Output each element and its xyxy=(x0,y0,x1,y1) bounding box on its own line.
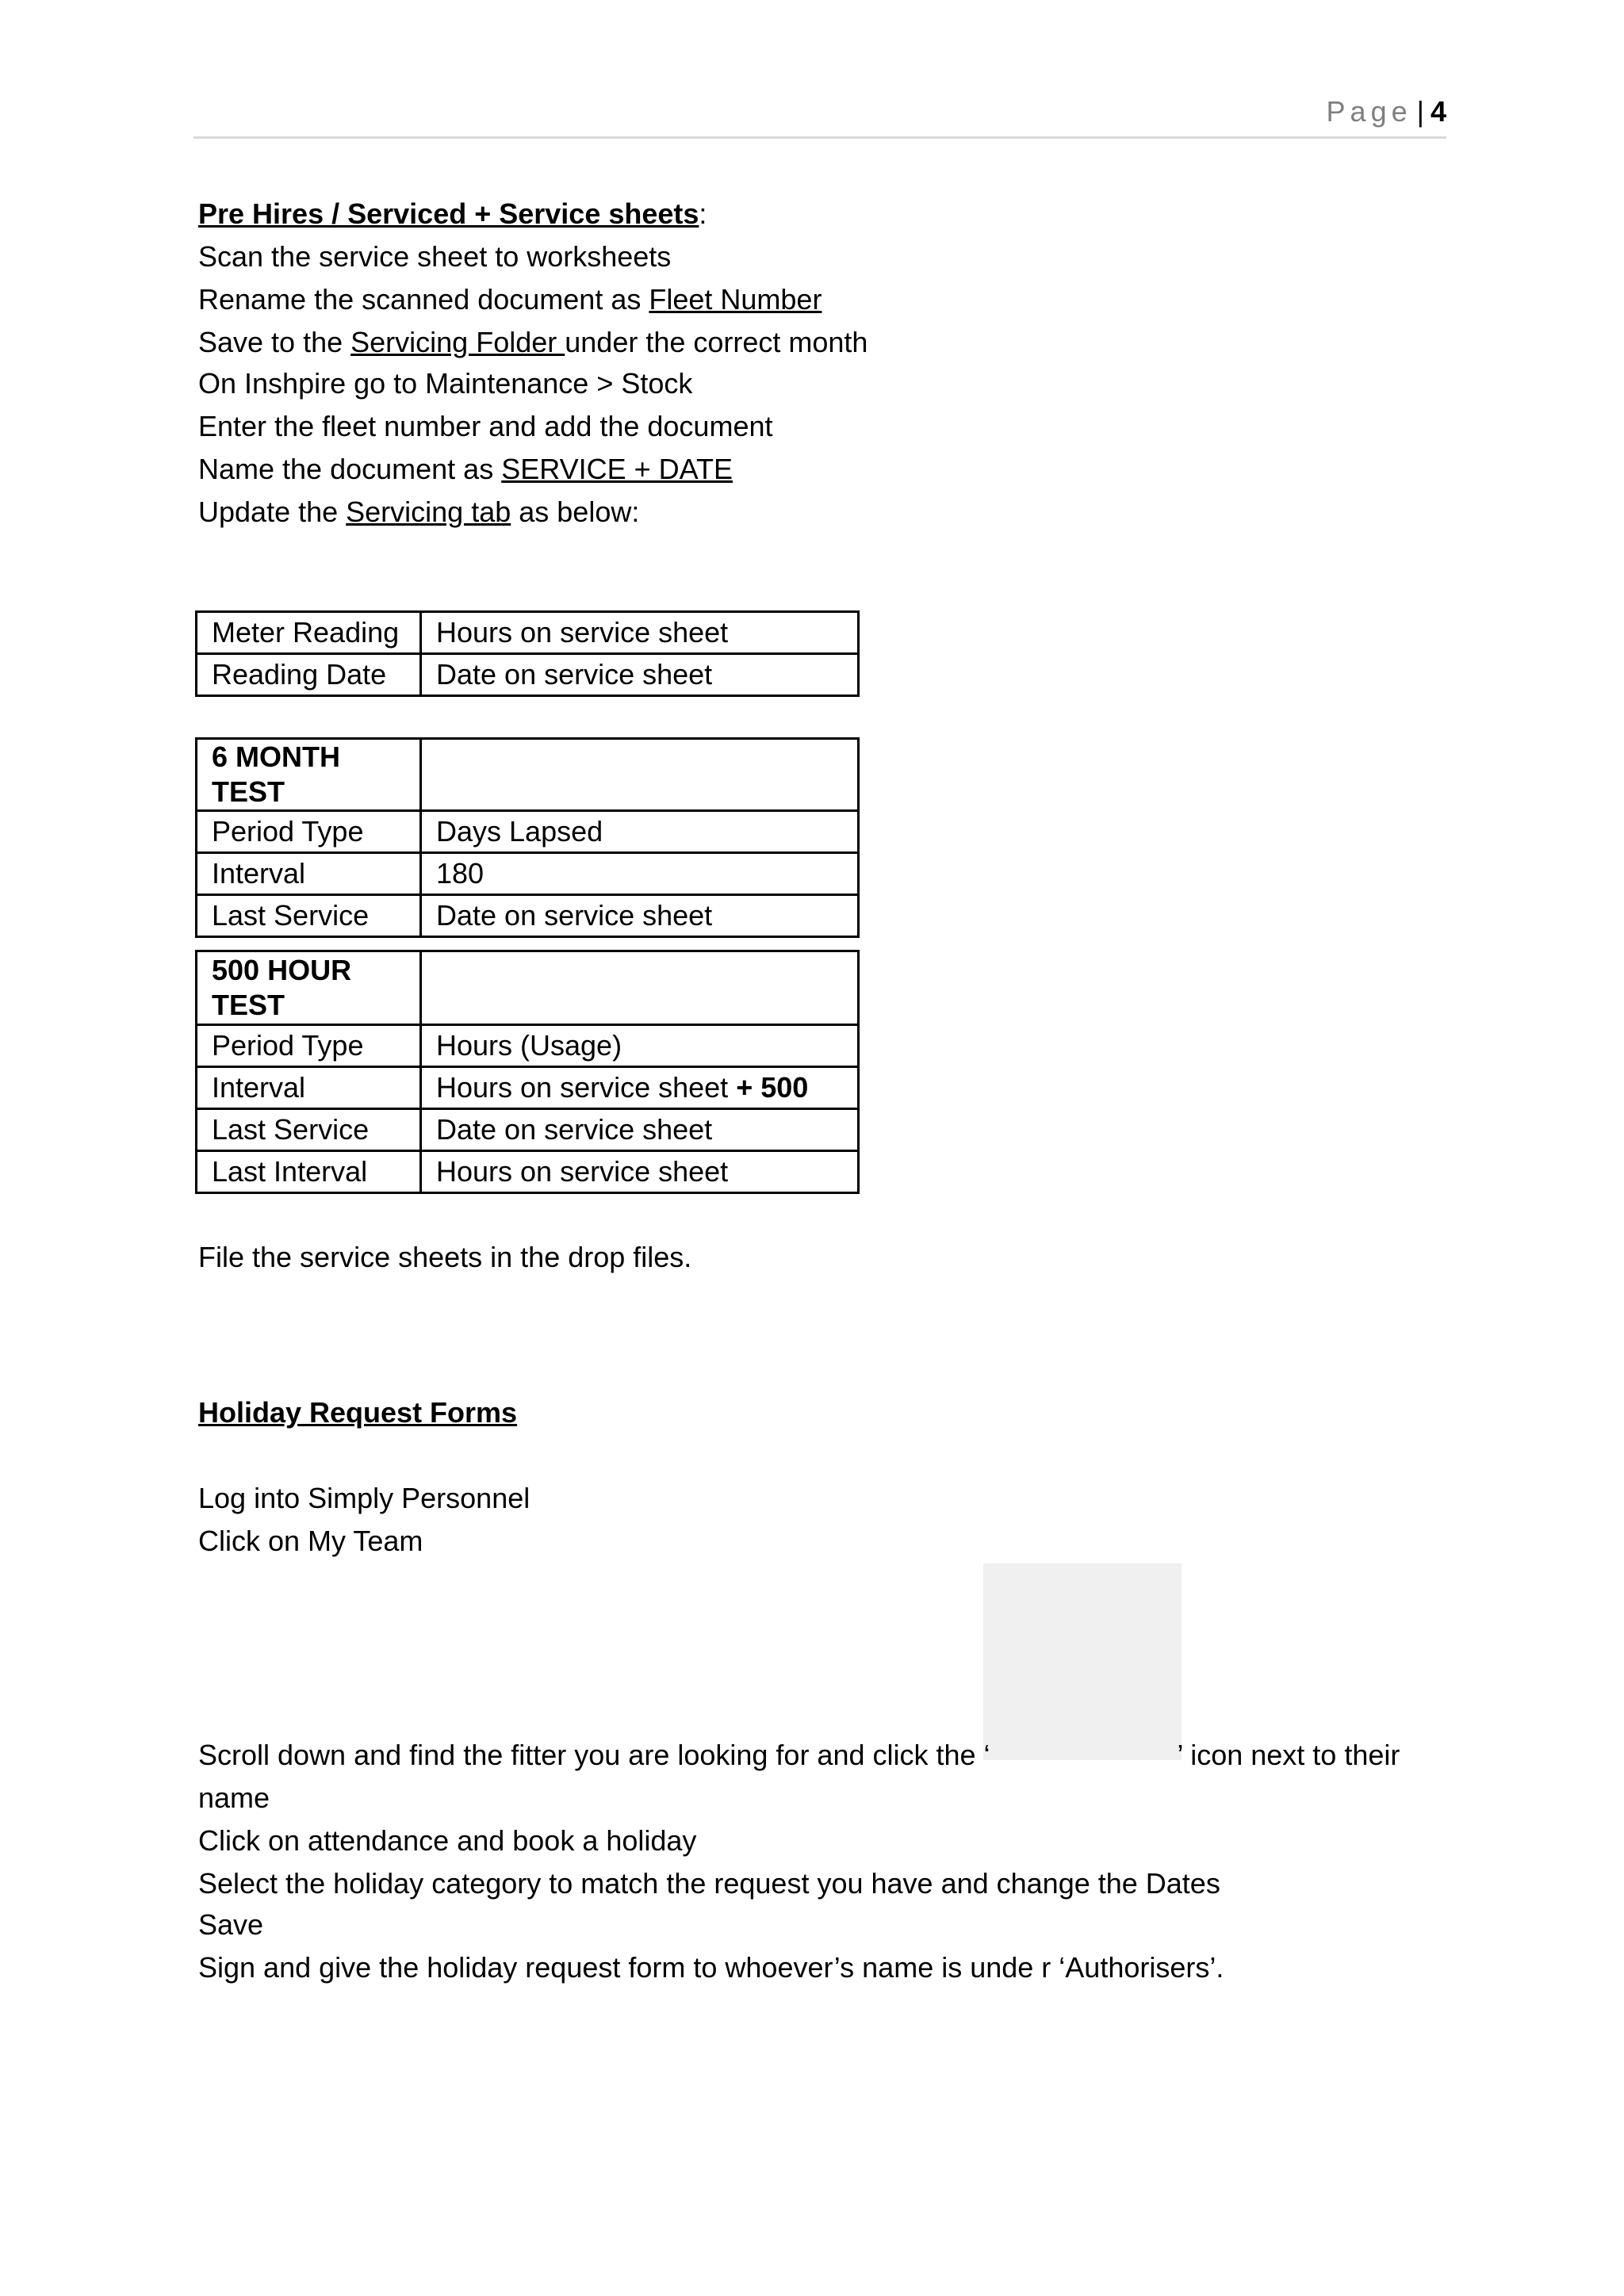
table-cell-value-bold: + 500 xyxy=(736,1071,809,1104)
table-cell-label: Meter Reading xyxy=(197,612,421,654)
table-cell-value: Days Lapsed xyxy=(421,811,859,853)
instruction-text: Save xyxy=(198,1908,264,1941)
table-cell-value: Hours (Usage) xyxy=(421,1025,859,1067)
instruction-line xyxy=(198,366,692,401)
meter-reading-table xyxy=(195,610,860,697)
section-title-text: Pre Hires / Serviced + Service sheets xyxy=(198,197,699,230)
instruction-line xyxy=(198,495,639,530)
instruction-text: as below: xyxy=(511,496,640,528)
table-cell-label: Period Type xyxy=(197,1025,421,1067)
closing-line xyxy=(198,1240,691,1275)
table-cell-label: Interval xyxy=(197,1067,421,1109)
six-month-test-table xyxy=(195,737,860,938)
section-title-text: Holiday Request Forms xyxy=(198,1396,518,1429)
closing-text: File the service sheets in the drop files. xyxy=(198,1241,692,1273)
servicing-tab-term: Servicing tab xyxy=(346,496,511,528)
table-cell-label: Last Service xyxy=(197,1109,421,1151)
instruction-text: Sign and give the holiday request form to whoever’s name is unde r ‘Authorisers’. xyxy=(198,1951,1224,1984)
instruction-line xyxy=(198,1738,1400,1773)
instruction-line xyxy=(198,1823,696,1858)
instruction-line xyxy=(198,1524,423,1559)
section-title-holiday xyxy=(198,1395,517,1430)
table-cell-value: Hours on service sheet xyxy=(421,1151,859,1193)
instruction-text: Log into Simply Personnel xyxy=(198,1482,530,1514)
table-cell-label: Period Type xyxy=(197,811,421,853)
instruction-text: Click on My Team xyxy=(198,1525,423,1557)
instruction-line xyxy=(198,239,671,274)
table-row xyxy=(197,1025,859,1067)
instruction-line xyxy=(198,1481,530,1516)
table-row xyxy=(197,654,859,696)
instruction-line xyxy=(198,409,772,444)
instruction-text: under the correct month xyxy=(565,326,868,358)
service-date-term: SERVICE + DATE xyxy=(501,453,733,485)
instruction-text: Update the xyxy=(198,496,347,528)
instruction-line xyxy=(198,1950,1224,1985)
servicing-folder-term: Servicing Folder xyxy=(350,326,565,358)
instruction-line xyxy=(198,452,733,487)
page-number xyxy=(1327,95,1446,128)
table-heading-line: TEST xyxy=(212,989,285,1021)
instruction-text: Name the document as xyxy=(198,453,502,485)
table-cell-value xyxy=(421,1067,859,1109)
table-row xyxy=(197,811,859,853)
table-row xyxy=(197,895,859,937)
table-row xyxy=(197,853,859,895)
page-number-value: 4 xyxy=(1430,95,1446,128)
instruction-line xyxy=(198,282,822,317)
icon-image-placeholder xyxy=(983,1563,1182,1760)
instruction-line xyxy=(198,1908,263,1942)
table-heading-row xyxy=(197,951,859,1025)
table-cell-empty xyxy=(421,951,859,1025)
page-header xyxy=(193,89,1446,139)
table-cell-empty xyxy=(421,739,859,811)
table-heading-line: 500 HOUR xyxy=(212,954,352,986)
table-cell-value: 180 xyxy=(421,853,859,895)
table-cell-label: Last Interval xyxy=(197,1151,421,1193)
instruction-line xyxy=(198,1781,270,1816)
table-row xyxy=(197,612,859,654)
instruction-text: Scan the service sheet to worksheets xyxy=(198,240,672,273)
instruction-text: Enter the fleet number and add the document xyxy=(198,410,773,442)
table-row xyxy=(197,1151,859,1193)
page-separator: | xyxy=(1416,95,1424,128)
five-hundred-hour-test-table xyxy=(195,950,860,1194)
instruction-text: Rename the scanned document as xyxy=(198,283,649,316)
instruction-text: Save to the xyxy=(198,326,351,358)
instruction-line xyxy=(198,325,868,360)
section-title-suffix: : xyxy=(699,197,707,230)
instruction-text: Select the holiday category to match the request you have and change the Dates xyxy=(198,1867,1220,1900)
instruction-text: name xyxy=(198,1781,270,1814)
table-cell-value-text: Hours on service sheet xyxy=(436,1071,737,1104)
table-cell-value: Date on service sheet xyxy=(421,895,859,937)
table-heading: 6 MONTH TEST xyxy=(197,739,421,811)
table-cell-value: Date on service sheet xyxy=(421,654,859,696)
table-cell-label: Reading Date xyxy=(197,654,421,696)
fleet-number-term: Fleet Number xyxy=(649,283,822,316)
table-cell-label: Last Service xyxy=(197,895,421,937)
table-row xyxy=(197,1067,859,1109)
table-row xyxy=(197,1109,859,1151)
table-cell-value: Date on service sheet xyxy=(421,1109,859,1151)
section-title-pre-hires xyxy=(198,197,707,232)
table-cell-label: Interval xyxy=(197,853,421,895)
instruction-text: ’ icon next to their xyxy=(1177,1739,1400,1771)
table-heading-row xyxy=(197,739,859,811)
instruction-text: Scroll down and find the fitter you are looking for and click the ‘ xyxy=(198,1739,990,1771)
instruction-text: On Inshpire go to Maintenance > Stock xyxy=(198,367,693,400)
instruction-text: Click on attendance and book a holiday xyxy=(198,1824,697,1857)
table-heading xyxy=(197,951,421,1025)
page-word: Page xyxy=(1326,95,1412,128)
table-cell-value: Hours on service sheet xyxy=(421,612,859,654)
instruction-line xyxy=(198,1866,1220,1901)
